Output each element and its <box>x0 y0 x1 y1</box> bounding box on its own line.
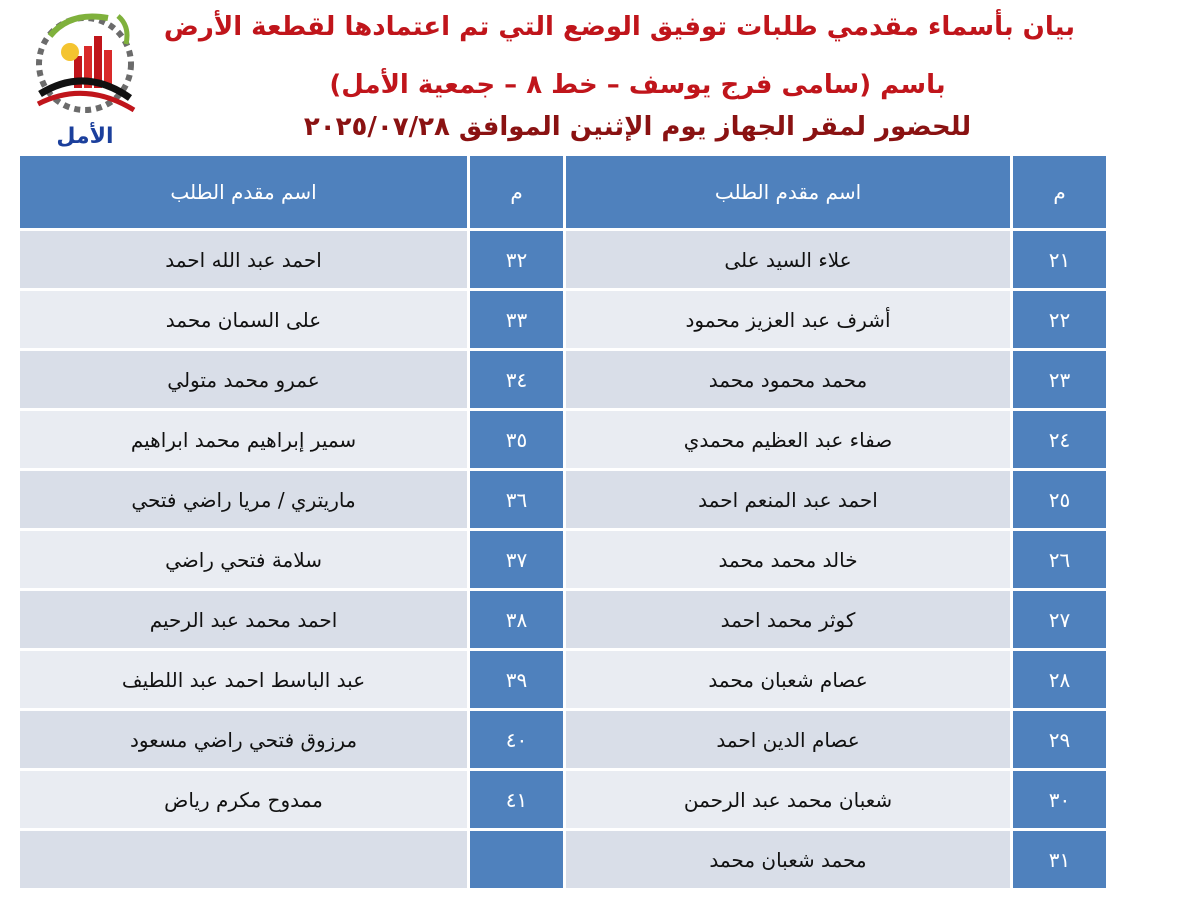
applicant-name-cell: سمير إبراهيم محمد ابراهيم <box>20 411 467 468</box>
document-title: بيان بأسماء مقدمي طلبات توفيق الوضع التي تم اعتمادها لقطعة الأرض <box>163 12 1075 42</box>
applicant-name-cell: سلامة فتحي راضي <box>20 531 467 588</box>
row-number-cell: ٢٥ <box>1010 471 1106 528</box>
table-row <box>18 411 1106 471</box>
applicant-name-cell <box>20 831 467 888</box>
applicant-name-cell: علاء السيد على <box>563 231 1010 288</box>
row-number-cell: ٣٨ <box>467 591 563 648</box>
row-number-cell: ٣٧ <box>467 531 563 588</box>
row-number-cell: ٣٦ <box>467 471 563 528</box>
header-num-1: م <box>1010 156 1106 228</box>
table-row <box>18 351 1106 411</box>
row-number-cell: ٤١ <box>467 771 563 828</box>
applicant-name-cell: خالد محمد محمد <box>563 531 1010 588</box>
applicant-name-cell: صفاء عبد العظيم محمدي <box>563 411 1010 468</box>
table-row <box>18 291 1106 351</box>
row-number-cell: ٢٣ <box>1010 351 1106 408</box>
applicant-name-cell: محمد محمود محمد <box>563 351 1010 408</box>
row-number-cell: ٣٤ <box>467 351 563 408</box>
document-header <box>0 0 1200 155</box>
applicant-name-cell: احمد عبد المنعم احمد <box>563 471 1010 528</box>
applicant-name-cell: احمد محمد عبد الرحيم <box>20 591 467 648</box>
applicant-name-cell: احمد عبد الله احمد <box>20 231 467 288</box>
row-number-cell: ٢٤ <box>1010 411 1106 468</box>
document-subtitle: باسم (سامى فرج يوسف – خط ٨ – جمعية الأمل) <box>329 70 946 100</box>
row-number-cell: ٢٧ <box>1010 591 1106 648</box>
table-row <box>18 531 1106 591</box>
table-row <box>18 471 1106 531</box>
logo-emblem-icon <box>30 6 140 126</box>
applicant-name-cell: عمرو محمد متولي <box>20 351 467 408</box>
applicant-name-cell: على السمان محمد <box>20 291 467 348</box>
table-row <box>18 831 1106 891</box>
row-number-cell <box>467 831 563 888</box>
row-number-cell: ٢١ <box>1010 231 1106 288</box>
row-number-cell: ٢٩ <box>1010 711 1106 768</box>
row-number-cell: ٣١ <box>1010 831 1106 888</box>
table-row <box>18 231 1106 291</box>
applicant-name-cell: أشرف عبد العزيز محمود <box>563 291 1010 348</box>
document-date-line: للحضور لمقر الجهاز يوم الإثنين الموافق ٢٠٢٥/٠٧/٢٨ <box>303 112 972 142</box>
applicant-name-cell: مرزوق فتحي راضي مسعود <box>20 711 467 768</box>
applicant-name-cell: كوثر محمد احمد <box>563 591 1010 648</box>
logo-label: الأمل <box>56 124 114 149</box>
row-number-cell: ٣٩ <box>467 651 563 708</box>
applicant-name-cell: عصام شعبان محمد <box>563 651 1010 708</box>
row-number-cell: ٣٠ <box>1010 771 1106 828</box>
header-num-2: م <box>467 156 563 228</box>
row-number-cell: ٤٠ <box>467 711 563 768</box>
table-row <box>18 771 1106 831</box>
row-number-cell: ٢٢ <box>1010 291 1106 348</box>
applicant-name-cell: محمد شعبان محمد <box>563 831 1010 888</box>
header-name-2: اسم مقدم الطلب <box>20 156 467 228</box>
row-number-cell: ٣٢ <box>467 231 563 288</box>
header-name-1: اسم مقدم الطلب <box>563 156 1010 228</box>
table-header-row <box>18 156 1106 231</box>
applicant-name-cell: ماريتري / مريا راضي فتحي <box>20 471 467 528</box>
applicant-name-cell: عبد الباسط احمد عبد اللطيف <box>20 651 467 708</box>
applicant-name-cell: عصام الدين احمد <box>563 711 1010 768</box>
table-row <box>18 711 1106 771</box>
row-number-cell: ٣٣ <box>467 291 563 348</box>
applicant-name-cell: شعبان محمد عبد الرحمن <box>563 771 1010 828</box>
row-number-cell: ٣٥ <box>467 411 563 468</box>
table-row <box>18 651 1106 711</box>
table-row <box>18 591 1106 651</box>
row-number-cell: ٢٨ <box>1010 651 1106 708</box>
row-number-cell: ٢٦ <box>1010 531 1106 588</box>
applicant-name-cell: ممدوح مكرم رياض <box>20 771 467 828</box>
association-logo <box>30 6 140 151</box>
applicants-table <box>18 156 1106 888</box>
